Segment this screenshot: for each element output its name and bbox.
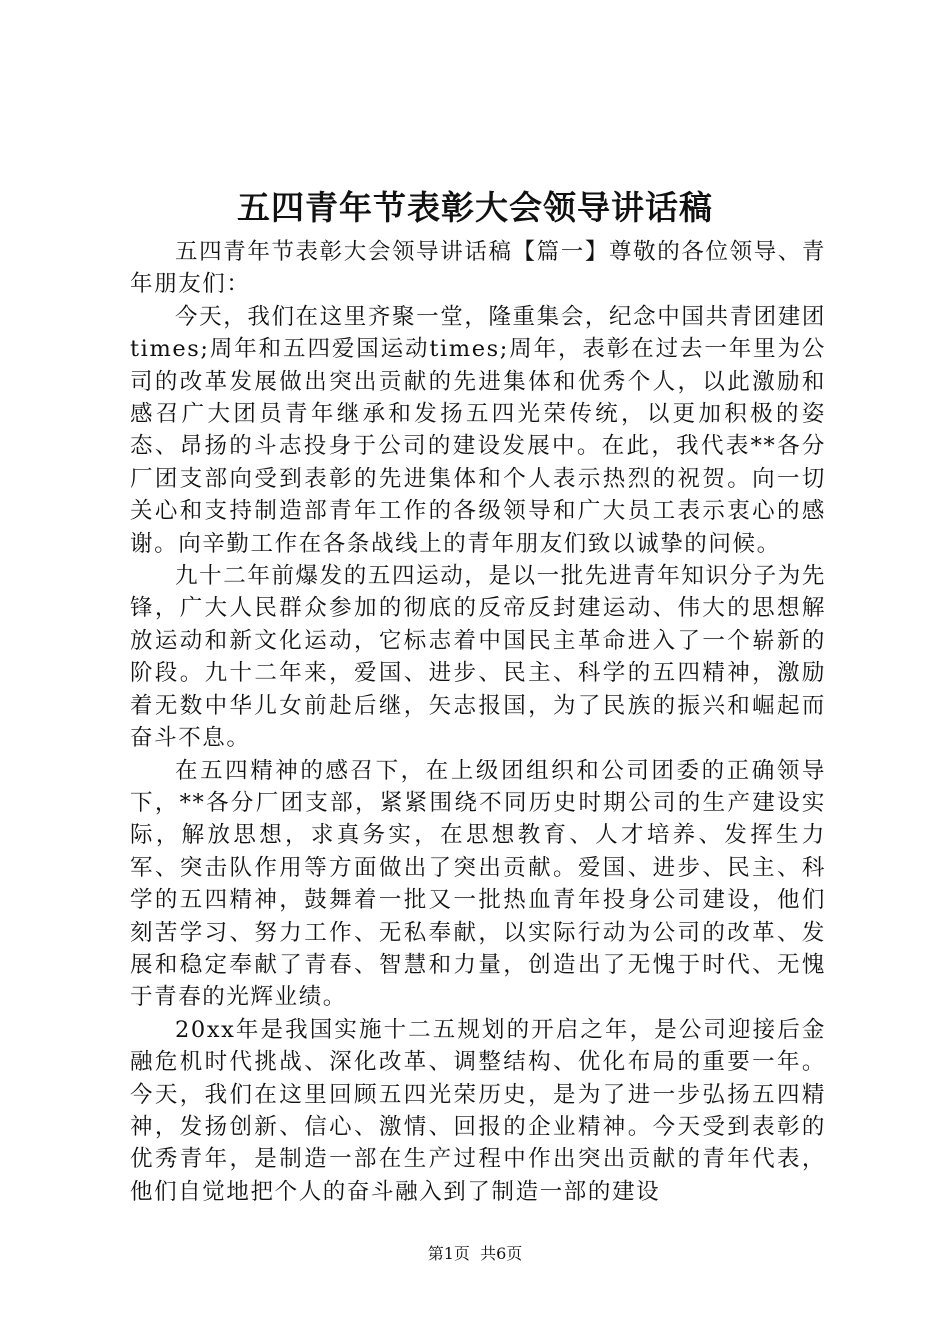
paragraph-4: 在五四精神的感召下，在上级团组织和公司团委的正确领导下，**各分厂团支部，紧紧围绕不同历史时期公司的生产建设实际，解放思想，求真务实，在思想教育、人才培养、发挥生力军、突击队作用等方面做出了突出贡献。爱国、进步、民主、科学的五四精神，鼓舞着一批又一批热血青年投身公司建设，他们刻苦学习、努力工作、无私奉献，以实际行动为公司的改革、发展和稳定奉献了青春、智慧和力量，创造出了无愧于时代、无愧于青春的光辉业绩。 bbox=[130, 757, 826, 1011]
page-total: 共6页 bbox=[480, 1244, 523, 1263]
paragraph-2: 今天，我们在这里齐聚一堂，隆重集会，纪念中国共青团建团times;周年和五四爱国运动times;周年，表彰在过去一年里为公司的改革发展做出突出贡献的先进集体和优秀个人，以此激励和感召广大团员青年继承和发扬五四光荣传统，以更加积极的姿态、昂扬的斗志投身于公司的建设发展中。在此，我代表**各分厂团支部向受到表彰的先进集体和个人表示热烈的祝贺。向一切关心和支持制造部青年工作的各级领导和广大员工表示衷心的感谢。向辛勤工作在各条战线上的青年朋友们致以诚挚的问候。 bbox=[130, 303, 826, 557]
document-title: 五四青年节表彰大会领导讲话稿 bbox=[237, 188, 713, 227]
document-body bbox=[130, 236, 826, 1208]
paragraph-3: 九十二年前爆发的五四运动，是以一批先进青年知识分子为先锋，广大人民群众参加的彻底的反帝反封建运动、伟大的思想解放运动和新文化运动，它标志着中国民主革命进入了一个崭新的阶段。九十二年来，爱国、进步、民主、科学的五四精神，激励着无数中华儿女前赴后继，矢志报国，为了民族的振兴和崛起而奋斗不息。 bbox=[130, 563, 826, 752]
paragraph-1: 五四青年节表彰大会领导讲话稿【篇一】尊敬的各位领导、青年朋友们： bbox=[130, 239, 826, 298]
page-footer bbox=[0, 1244, 950, 1264]
paragraph-5: 20xx年是我国实施十二五规划的开启之年，是公司迎接后金融危机时代挑战、深化改革、调整结构、优化布局的重要一年。今天，我们在这里回顾五四光荣历史，是为了进一步弘扬五四精神，发扬创新、信心、激情、回报的企业精神。今天受到表彰的优秀青年，是制造一部在生产过程中作出突出贡献的青年代表，他们自觉地把个人的奋斗融入到了制造一部的建设 bbox=[130, 1016, 826, 1205]
page-number: 第1页 bbox=[427, 1244, 470, 1263]
